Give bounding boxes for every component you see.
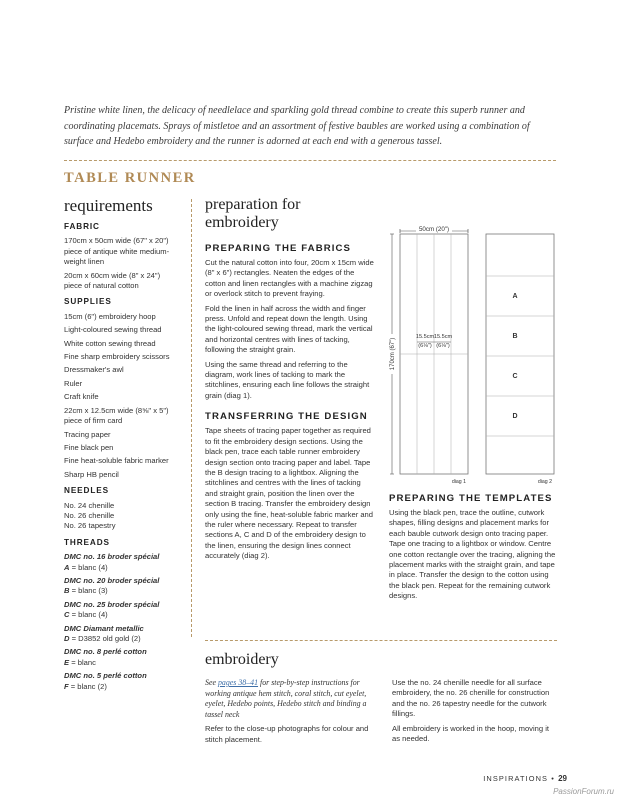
page-footer — [483, 774, 567, 783]
section-c-label: C — [512, 373, 518, 380]
section-b-label: B — [512, 333, 518, 340]
list-item: No. 26 tapestry — [64, 521, 116, 531]
needles-heading: NEEDLES — [64, 486, 109, 496]
see-suffix: for step-by-step instructions for working antique hem stitch, coral stitch, cut eyelet, eyelet, Hedebo points, Hedebo stitch and binding a tassel neck — [205, 678, 367, 719]
paragraph: Using the black pen, trace the outline, cutwork shapes, filling designs and placement marks for each bauble cutwork design onto tracing paper. Tape one tracing to a lightbox or window. Centre one cotton rectangle over the tracing, aligning the placement marks with the straight grain, and tape in place. Transfer the design to the cotton using the black pen. Repeat for the remaining cutwork designs. — [389, 508, 556, 601]
list-item: No. 26 chenille — [64, 510, 115, 520]
thread-name: DMC no. 8 perlé cotton — [64, 647, 147, 657]
right-dim-label: 15.5cm — [433, 334, 453, 340]
preparation-heading-line2: embroidery — [205, 214, 279, 231]
embroidery-heading: embroidery — [205, 651, 279, 668]
paragraph: Tape sheets of tracing paper together as required to fit the embroidery design sections. Using the black pen, trace each table runner embroidery design section onto tracing paper and label. Tape the B design tracing to a lightbox. Aligning the stitchlines and centres with the lines of tacking and straight grain, position the linen over the section B tracing. Transfer the embroidery design only using the fine, heat-soluble fabric marker and the ruler where necessary. Repeat to transfer sections A, C and D of the embroidery design to the linen, ensuring the design lines connect accurately (diag 2). — [205, 426, 374, 561]
list-item: Craft knife — [64, 392, 99, 402]
list-item: Dressmaker's awl — [64, 365, 124, 375]
paragraph: All embroidery is worked in the hoop, moving it as needed. — [392, 723, 550, 744]
thread-name: DMC no. 20 broder spécial — [64, 575, 160, 585]
thread-name: DMC no. 16 broder spécial — [64, 552, 160, 562]
preparation-column — [205, 196, 375, 566]
requirements-heading: requirements — [64, 196, 153, 215]
transferring-heading: TRANSFERRING THE DESIGN — [205, 411, 368, 423]
section-title: TABLE RUNNER — [64, 170, 196, 186]
see-prefix: See — [205, 678, 218, 687]
watermark: PassionForum.ru — [553, 787, 614, 796]
left-dim-label: 15.5cm — [415, 334, 435, 340]
thread-key: C = blanc (4) — [64, 610, 108, 620]
list-item: 22cm x 12.5cm wide (8⅝" x 5") piece of firm card — [64, 405, 169, 426]
supplies-heading: SUPPLIES — [64, 297, 112, 307]
right-dim-inch: (6⅛") — [436, 343, 450, 349]
threads-list — [64, 552, 179, 692]
thread-item — [64, 671, 179, 692]
paragraph: Using the same thread and referring to the diagram, work lines of tacking to mark the stitchlines, ensuring each line follows the straight grain (diag 1). — [205, 359, 370, 400]
thread-key: E = blanc — [64, 657, 96, 667]
paragraph: Refer to the close-up photographs for colour and stitch placement. — [205, 724, 369, 744]
thread-item — [64, 552, 179, 573]
paragraph: Fold the linen in half across the width and finger press. Unfold and repeat down the length. Using the light-coloured sewing thread, mark the vertical and horizontal centres with lines of tacking, following the straight grain. — [205, 303, 373, 355]
thread-name: DMC no. 5 perlé cotton — [64, 671, 147, 681]
section-d-label: D — [512, 413, 518, 420]
section-a-label: A — [512, 293, 518, 300]
list-item: 15cm (6") embroidery hoop — [64, 311, 156, 321]
bottom-divider — [205, 640, 557, 641]
list-item: Fine black pen — [64, 442, 114, 452]
page-number: 29 — [558, 774, 567, 783]
footer-separator: • — [551, 774, 555, 783]
list-item: 170cm x 50cm wide (67" x 20") piece of antique white medium-weight linen — [64, 236, 170, 267]
paragraph: Use the no. 24 chenille needle for all surface embroidery, the no. 26 chenille for construction and the no. 26 tapestry needle for the cutwork fillings. — [392, 678, 550, 719]
width-label: 50cm (20") — [418, 226, 450, 233]
requirements-list — [64, 222, 179, 695]
thread-key: B = blanc (3) — [64, 586, 108, 596]
preparation-heading — [205, 196, 375, 232]
runner-diagram — [380, 218, 560, 488]
thread-key: A = blanc (4) — [64, 562, 108, 572]
list-item: Tracing paper — [64, 429, 111, 439]
list-item: 20cm x 60cm wide (8" x 24") piece of natural cotton — [64, 270, 161, 291]
thread-name: DMC no. 25 broder spécial — [64, 599, 160, 609]
list-item: No. 24 chenille — [64, 500, 115, 510]
thread-item — [64, 576, 179, 597]
list-item: Sharp HB pencil — [64, 469, 119, 479]
preparation-heading-line1: preparation for — [205, 196, 301, 213]
see-pages-note — [205, 678, 375, 720]
intro-paragraph: Pristine white linen, the delicacy of needlelace and sparkling gold thread combine to create this superb runner and coordinating placemats. Sprays of mistletoe and an assortment of festive baubles are worked using a combination of surface and Hedebo embroidery and the runner is adorned at each end with a generous tassel. — [64, 105, 530, 147]
thread-key: D = D3852 old gold (2) — [64, 634, 141, 643]
column-divider — [191, 199, 192, 637]
list-item: Fine heat-soluble fabric marker — [64, 456, 169, 466]
list-item: Fine sharp embroidery scissors — [64, 352, 170, 362]
templates-column — [389, 493, 559, 606]
thread-name: DMC Diamant metallic — [64, 623, 144, 633]
list-item: White cotton sewing thread — [64, 338, 156, 348]
magazine-name: INSPIRATIONS — [483, 774, 549, 783]
top-divider — [64, 160, 556, 161]
height-label: 170cm (67") — [390, 337, 396, 371]
diag1-label: diag 1 — [451, 479, 466, 485]
paragraph: Cut the natural cotton into four, 20cm x 15cm wide (8" x 6") rectangles. Neaten the edges of the cotton and linen rectangles with a machine zigzag or overlock stitch to prevent fraying. — [205, 258, 374, 299]
threads-heading: THREADS — [64, 537, 110, 547]
preparing-templates-heading: PREPARING THE TEMPLATES — [389, 493, 553, 504]
diag2-label: diag 2 — [537, 479, 552, 485]
left-dim-inch: (6⅛") — [418, 343, 432, 349]
embroidery-left-column — [205, 678, 375, 749]
pages-link[interactable]: pages 38–41 — [217, 678, 259, 687]
thread-item — [64, 647, 179, 668]
embroidery-right-column — [392, 678, 557, 748]
list-item: Ruler — [64, 378, 83, 388]
fabric-heading: FABRIC — [64, 222, 100, 231]
preparing-fabrics-heading: PREPARING THE FABRICS — [205, 243, 352, 254]
thread-key: F = blanc (2) — [64, 681, 107, 691]
list-item: Light-coloured sewing thread — [64, 325, 162, 335]
thread-item — [64, 624, 179, 645]
thread-item — [64, 600, 179, 621]
